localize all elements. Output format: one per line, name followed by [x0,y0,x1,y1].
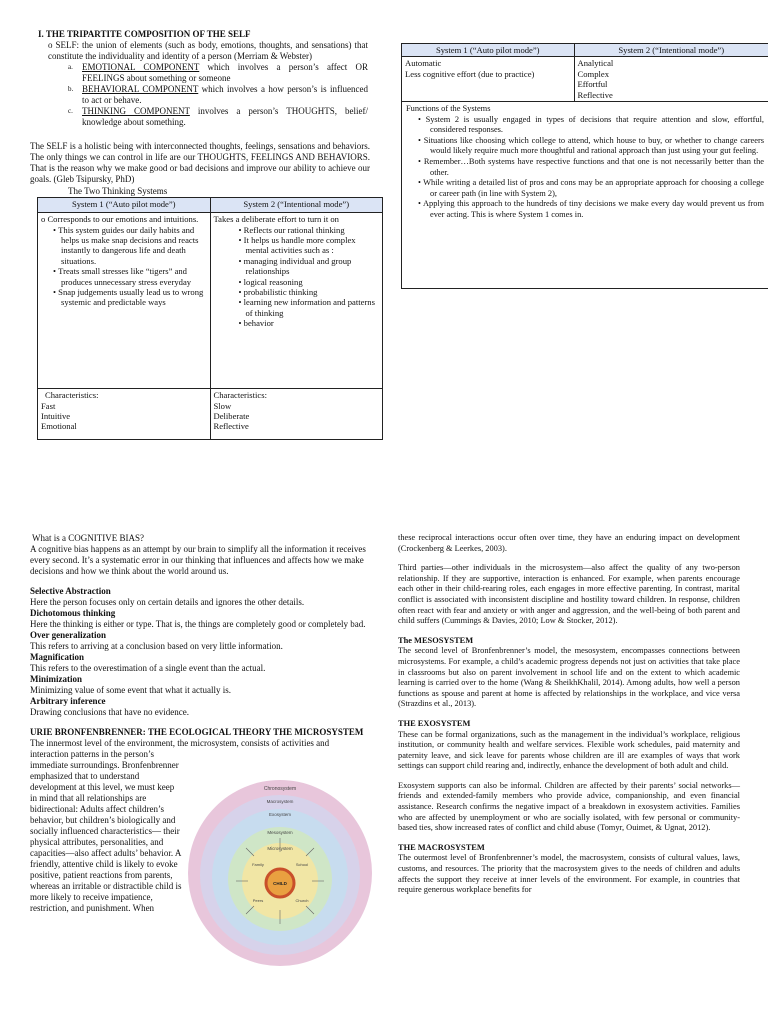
exosystem-paragraph-2: Exosystem supports can also be informal. Children are affected by their parents’ social networks— friends and extended-family members who provide advice, companionship, and even financial assistance. Research confirms the negative impact of a breakdown in exosystem activities. Families who are affected by unemployment or who are socially isolated, with few personal or community-based ties, show increased rates of conflict and child abuse (Tomyr, Ouimet, & Ugnat, 2012). [398,780,740,833]
system1-characteristics: Characteristics: Fast Intuitive Emotional [38,389,211,440]
system2-bullet: • managing individual and group relationships [246,256,380,277]
bias-definition: Here the person focuses only on certain details and ignores the other details. [30,597,305,607]
bias-question: What is a COGNITIVE BIAS? [32,533,144,543]
system2-bullet: • probabilistic thinking [246,287,380,297]
bias-definition: Drawing conclusions that have no evidence. [30,707,189,717]
exosystem-paragraph-1: These can be formal organizations, such as the management in the individual’s workplace, religious institution, or community health and welfare services. Flexible work schedules, paid maternity and paternity leave, and sick leave for parents whose children are ill are examples of ways that work settings can support child rearing and, indirectly, enhance the development of both adult and child. [398,729,740,771]
function-item: • Remember…Both systems have respective functions and that one is not necessarily better than the other. [430,157,764,178]
child-label: CHILD [273,881,287,886]
self-definition: o SELF: the union of elements (such as body, emotions, thoughts, and sensations) that constitute the individuality and identity of a person (Merriam & Webster) [48,40,368,61]
function-item: • Applying this approach to the hundreds of tiny decisions we make every day would prevent us from ever acting. This is where System 1 comes in. [430,199,764,220]
macrosystem-heading: THE MACROSYSTEM [398,842,485,852]
systems-table-left [37,197,383,440]
exosystem-label: Exosystem [268,812,292,817]
bias-definition: Here the thinking is either or type. That is, the things are completely good or completely bad. [30,619,366,629]
system2-bullet: • logical reasoning [246,277,380,287]
bias-term: Arbitrary inference [30,696,106,706]
macrosystem-paragraph: The outermost level of Bronfenbrenner’s model, the macrosystem, consists of cultural values, laws, customs, and resources. The priority that the macrosystem gives to the needs of children and adults affects the support they receive at inner levels of the environment. For example, in countries that require generous workplace benefits for [398,853,740,895]
bias-definition: Minimizing value of some event that what it actually is. [30,685,231,695]
bronfenbrenner-heading: URIE BRONFENBRENNER: THE ECOLOGICAL THEORY THE MICROSYSTEM [30,727,364,737]
systems-table-right [401,43,768,289]
third-parties-paragraph: Third parties—other individuals in the microsystem—also affect the quality of any two-person relationship. If they are supportive, interaction is enhanced. For example, when parents encourage each other in their child-rearing roles, each engages in more effective parenting. In contrast, marital conflict is associated with inconsistent discipline and hostility toward children. In response, children often react with fear and anxiety or with anger and aggression, and the well-being of both parent and child suffers (Cummings & Davies, 2010; Low & Stocker, 2012). [398,563,740,626]
peers-label: Peers [252,898,264,903]
bias-definition: This refers to arriving at a conclusion based on very little information. [30,641,283,651]
component-emotional: a. EMOTIONAL COMPONENT which involves a person’s affect OR FEELINGS about something or someone [68,62,368,83]
chronosystem-label: Chronosystem [263,786,297,792]
section-heading: I. THE TRIPARTITE COMPOSITION OF THE SELF [38,29,251,39]
two-systems-title: The Two Thinking Systems [68,186,168,196]
mesosystem-paragraph: The second level of Bronfenbrenner’s model, the mesosystem, encompasses connections between microsystems. For example, a child’s academic progress depends not just on activities that take place in classrooms but also on parent involvement in school life and on the extent to which academic learning is carried over to the home (Wang & SheikhKhalil, 2014). Among adults, how well a person functions as spouse and parent at home is affected by relationships in the workplace, and vice versa (Strazdins et al., 2013). [398,646,740,709]
continuation-paragraph: these reciprocal interactions occur often over time, they have an enduring impact on development (Crockenberg & Leerkes, 2003). [398,533,740,553]
holistic-paragraph: The SELF is a holistic being with interconnected thoughts, feelings, sensations and behaviors. The only things we can control in life are our THOUGHTS, FEELINGS AND BEHAVIORS. That is the reason why we make good or bad decisions and improve our ability to achieve our goals. (Gleb Tsipursky, PhD) [30,141,370,184]
bias-term: Magnification [30,652,84,662]
bias-term: Minimization [30,674,82,684]
col2-header: System 2 (“Intentional mode”) [574,44,768,57]
col1-header: System 1 (“Auto pilot mode”) [402,44,574,57]
bias-term: Dichotomous thinking [30,608,116,618]
ecological-model-diagram [186,778,374,968]
system2-bullet: • learning new information and patterns of thinking [246,297,380,318]
exosystem-heading: THE EXOSYSTEM [398,718,471,728]
component-thinking: c. THINKING COMPONENT involves a person’s THOUGHTS, belief/ knowledge about something. [68,106,368,127]
bias-term: Over generalization [30,630,107,640]
system1-bullet: • Treats small stresses like “tigers” and produces unnecessary stress everyday [53,266,192,287]
system2-bullet: • behavior [246,318,380,328]
school-label: School [295,862,309,867]
system2-bullet: • It helps us handle more complex mental activities such as : [246,235,380,256]
functions-block [402,102,768,221]
system2-cell: Takes a deliberate effort to turn it on • Reflects our rational thinking • It helps us handle more complex mental activities such as : • managing individual and group relationships • logical reasoning • probabilistic thinking • learning new information and patterns of thinking • behavior [210,213,383,389]
right-column [398,533,740,896]
function-item: • System 2 is usually engaged in types of decisions that require attention and slow, effortful, considered responses. [430,115,764,136]
macrosystem-label: Macrosystem [266,799,294,804]
system2-characteristics: Characteristics: Slow Deliberate Reflective [210,389,383,440]
function-item: • While writing a detailed list of pros and cons may be an appropriate approach for choosing a college or career path (in line with System 2), [430,178,764,199]
microsystem-label: Microsystem [267,846,293,851]
function-item: • Situations like choosing which college to attend, which house to buy, or whether to change careers would likely require much more thoughtful and rational approach than just using your gut feeling. [430,136,764,157]
system1-cell: o Corresponds to our emotions and intuitions. • This system guides our daily habits and helps us make snap decisions and reacts instantly to dangerous life and death situations. • Treats small stresses like “tigers” and produces unnecessary stress everyday • Snap judgements usually lead us to wrong systemic and predictable ways [38,213,211,389]
microsystem-intro: The innermost level of the environment, the microsystem, consists of activities and [30,738,330,748]
bias-definition: This refers to the overestimation of a single event than the actual. [30,663,266,673]
functions-title: Functions of the Systems [406,104,491,114]
system2-traits: Analytical Complex Effortful Reflective [574,57,768,102]
tripartite-section [38,29,368,128]
system1-bullet: • This system guides our daily habits and helps us make snap decisions and reacts instantly to dangerous life and death situations. [53,224,199,266]
microsystem-text: interaction patterns in the person’s immediate surroundings. Bronfenbrenner emphasized that to understand development at this level, we must keep in mind that all relationships are bidirectional: Adults affect children’s behavior, but children’s biologically and socially influenced characteristics— their physical attributes, personalities, and capacities—also affect adults’ behavior. A friendly, attentive child is likely to evoke positive, patient reactions from parents, whereas an irritable or distractible child is more likely to receive impatience, restriction, and punishment. When [30,749,182,913]
bias-intro: A cognitive bias happens as an attempt by our brain to simplify all the information it receives every second. It’s a systematic error in our thinking that influences and affects how we make decisions and how we think about the world around us. [30,544,366,576]
mesosystem-heading: The MESOSYSTEM [398,635,474,645]
col1-header: System 1 (“Auto pilot mode”) [38,198,211,213]
system1-traits: Automatic Less cognitive effort (due to practice) [402,57,574,102]
bias-term: Selective Abstraction [30,586,111,596]
components-list [38,62,368,128]
family-label: Family [252,862,264,867]
church-label: Church [295,898,309,903]
col2-header: System 2 (“Intentional mode”) [210,198,383,213]
system2-bullet: • Reflects our rational thinking [246,225,380,235]
system1-bullet: • Snap judgements usually lead us to wrong systemic and predictable ways [53,287,204,308]
component-behavioral: b. BEHAVIORAL COMPONENT which involves a how person’s is influenced to act or behave. [68,84,369,105]
mesosystem-label: Mesosystem [267,830,293,835]
